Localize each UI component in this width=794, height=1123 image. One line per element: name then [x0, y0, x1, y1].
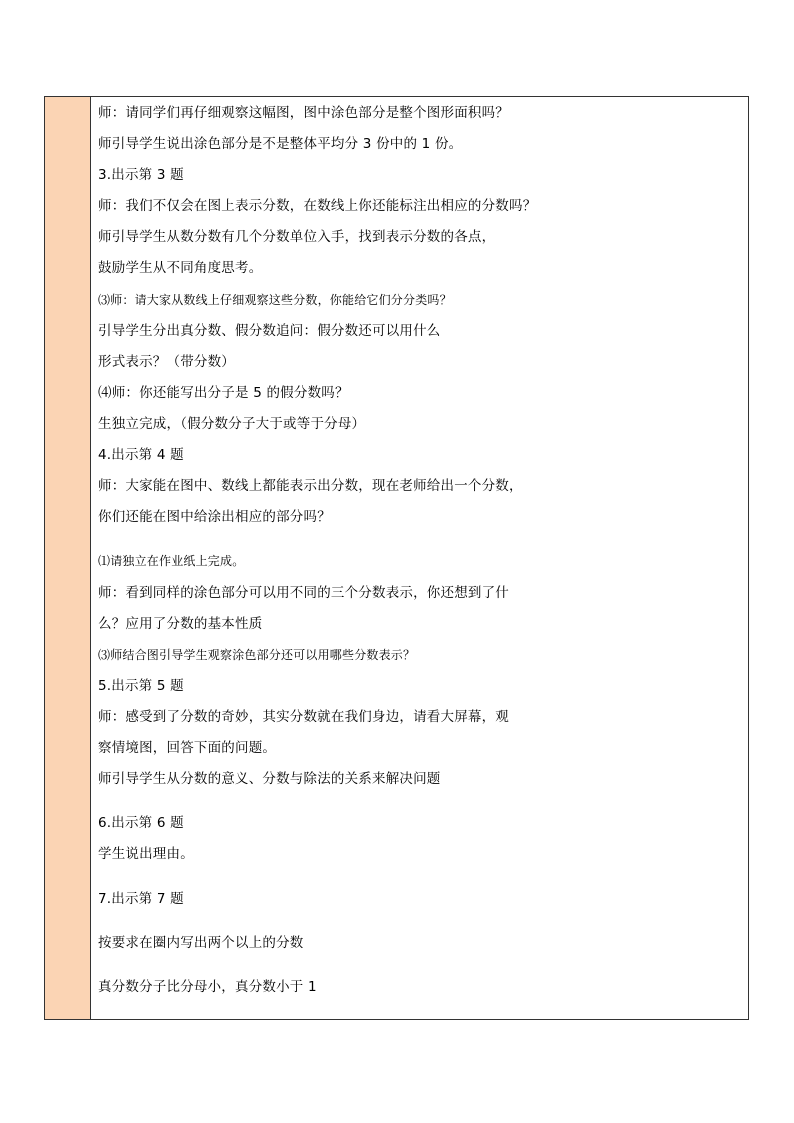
text-line: 师：看到同样的涂色部分可以用不同的三个分数表示，你还想到了什 [98, 585, 509, 601]
section-heading: 3.出示第 3 题 [98, 167, 184, 183]
text-line: 察情境图，回答下面的问题。 [98, 740, 277, 756]
text-line: 真分数分子比分母小，真分数小于 1 [98, 979, 317, 995]
text-line: 你们还能在图中给涂出相应的部分吗？ [98, 509, 331, 525]
text-line: 师引导学生从数分数有几个分数单位入手，找到表示分数的各点， [98, 229, 496, 245]
text-line: ⑶师：请大家从数线上仔细观察这些分数，你能给它们分分类吗？ [98, 293, 452, 307]
left-column [45, 97, 91, 1019]
text-line: 学生说出理由。 [98, 846, 194, 862]
text-line: ⑴请独立在作业纸上完成。 [98, 554, 245, 568]
text-line: 么？应用了分数的基本性质 [98, 616, 263, 632]
text-line: ⑷师：你还能写出分子是 5 的假分数吗？ [98, 385, 349, 401]
text-line: 师引导学生说出涂色部分是不是整体平均分 3 份中的 1 份。 [98, 136, 463, 152]
text-line: 鼓励学生从不同角度思考。 [98, 260, 263, 276]
lesson-table [44, 96, 749, 1020]
section-heading: 5.出示第 5 题 [98, 678, 184, 694]
text-line: 师引导学生从分数的意义、分数与除法的关系来解决问题 [98, 771, 441, 787]
text-line: 生独立完成，（假分数分子大于或等于分母） [98, 416, 366, 432]
lesson-content [98, 97, 738, 1019]
text-line: 师：请同学们再仔细观察这幅图，图中涂色部分是整个图形面积吗？ [98, 105, 509, 121]
text-line: ⑶师结合图引导学生观察涂色部分还可以用哪些分数表示？ [98, 648, 416, 662]
text-line: 按要求在圈内写出两个以上的分数 [98, 935, 304, 951]
text-line: 师：我们不仅会在图上表示分数，在数线上你还能标注出相应的分数吗？ [98, 198, 537, 214]
text-line: 引导学生分出真分数、假分数追问：假分数还可以用什么 [98, 323, 441, 339]
section-heading: 7.出示第 7 题 [98, 891, 184, 907]
section-heading: 6.出示第 6 题 [98, 815, 184, 831]
text-line: 师：大家能在图中、数线上都能表示出分数，现在老师给出一个分数， [98, 478, 523, 494]
section-heading: 4.出示第 4 题 [98, 447, 184, 463]
text-line: 师：感受到了分数的奇妙，其实分数就在我们身边，请看大屏幕，观 [98, 709, 509, 725]
text-line: 形式表示？（带分数） [98, 354, 235, 370]
